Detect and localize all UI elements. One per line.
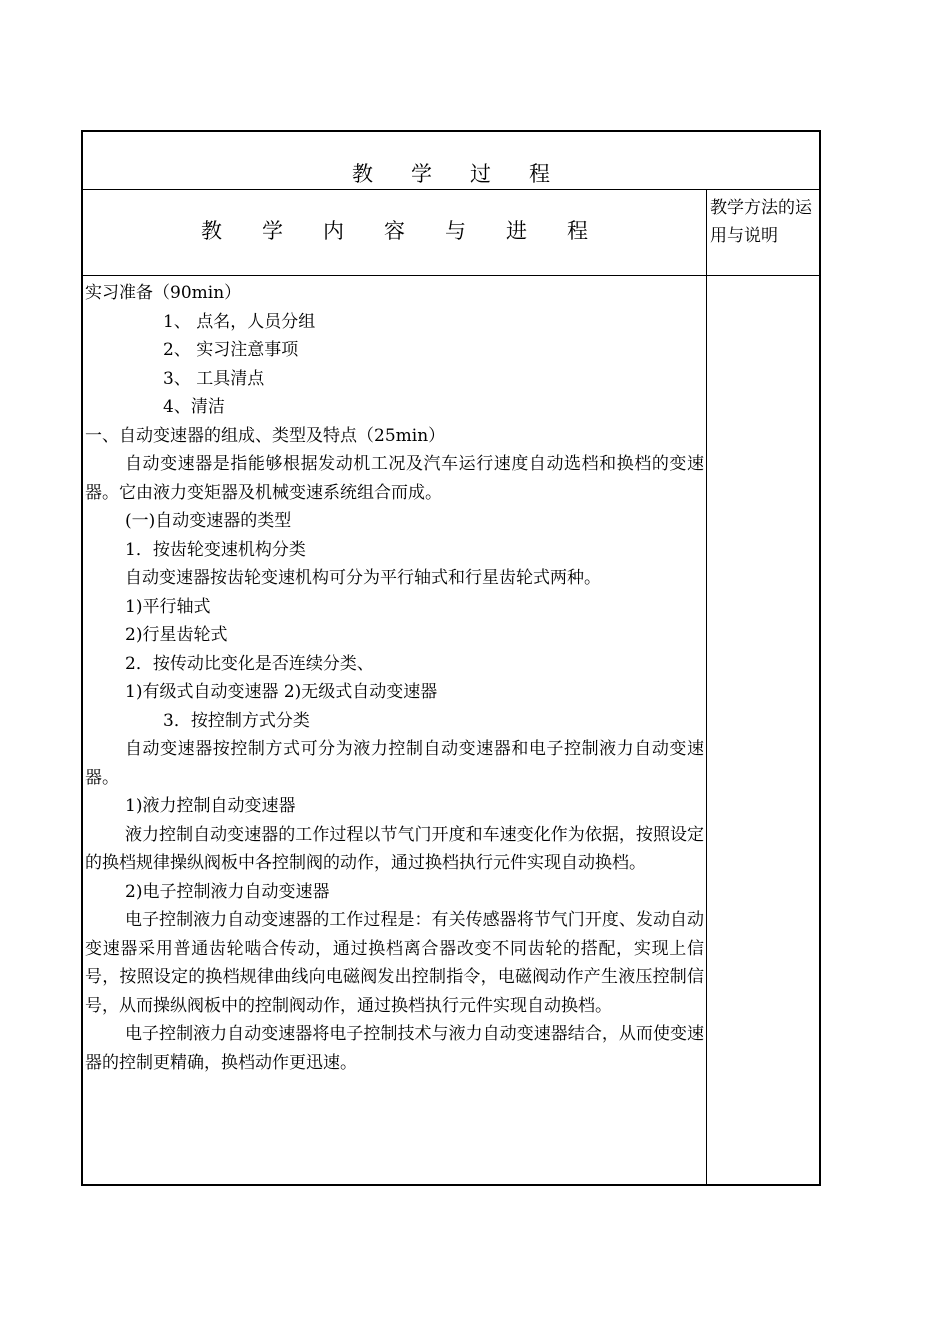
classification-title: 3．按控制方式分类 (163, 710, 310, 731)
method-cell (706, 276, 819, 1184)
type-title: 1)液力控制自动变速器 (125, 796, 296, 816)
content-heading: 教学内容与进程 (201, 219, 628, 243)
classification-title: 1．按齿轮变速机构分类 (125, 539, 306, 560)
paragraph: 液力控制自动变速器的工作过程以节气门开度和车速变化作为依据，按照设定的换档规律操纵阀板中各控制阀的动作，通过换档执行元件实现自动换档。 (85, 824, 704, 873)
content-heading-cell (83, 190, 706, 275)
prep-item: 1、 点名，人员分组 (163, 311, 316, 332)
section-title: 一、自动变速器的组成、类型及特点（25min） (85, 425, 446, 446)
type-title: 2)电子控制液力自动变速器 (125, 881, 330, 902)
content-row (83, 276, 819, 1184)
prep-title: 实习准备（90min） (85, 283, 242, 303)
classification-title: 2．按传动比变化是否连续分类、 (125, 653, 374, 674)
content-cell (83, 276, 706, 1184)
subsection-title: (一)自动变速器的类型 (125, 511, 292, 531)
paragraph: 电子控制液力自动变速器的工作过程是：有关传感器将节气门开度、发动自动变速器采用普通齿轮啮合传动，通过换档离合器改变不同齿轮的搭配，实现上信号，按照设定的换档规律曲线向电磁阀发出控制指令，电磁阀动作产生液压控制信号，从而操纵阀板中的控制阀动作，通过换档执行元件实现自动换档。 (85, 910, 704, 1016)
paragraph: 自动变速器是指能够根据发动机工况及汽车运行速度自动选档和换档的变速器。它由液力变矩器及机械变速系统组合而成。 (85, 454, 704, 503)
header-row (83, 190, 819, 276)
page-title: 教学过程 (352, 162, 588, 186)
paragraph: 电子控制液力自动变速器将电子控制技术与液力自动变速器结合，从而使变速器的控制更精确，换档动作更迅速。 (85, 1024, 704, 1073)
prep-item: 2、 实习注意事项 (163, 340, 299, 360)
prep-item: 4、清洁 (163, 397, 225, 417)
lesson-table (81, 130, 821, 1186)
paragraph: 自动变速器按控制方式可分为液力控制自动变速器和电子控制液力自动变速器。 (85, 739, 704, 788)
paragraph: 自动变速器按齿轮变速机构可分为平行轴式和行星齿轮式两种。 (125, 568, 601, 588)
list-item: 1)平行轴式 (125, 596, 211, 617)
title-row (83, 132, 819, 190)
list-item: 2)行星齿轮式 (125, 625, 228, 645)
method-heading: 教学方法的运用与说明 (706, 190, 819, 275)
list-item: 1)有级式自动变速器 2)无级式自动变速器 (125, 682, 438, 702)
prep-item: 3、 工具清点 (163, 368, 265, 389)
